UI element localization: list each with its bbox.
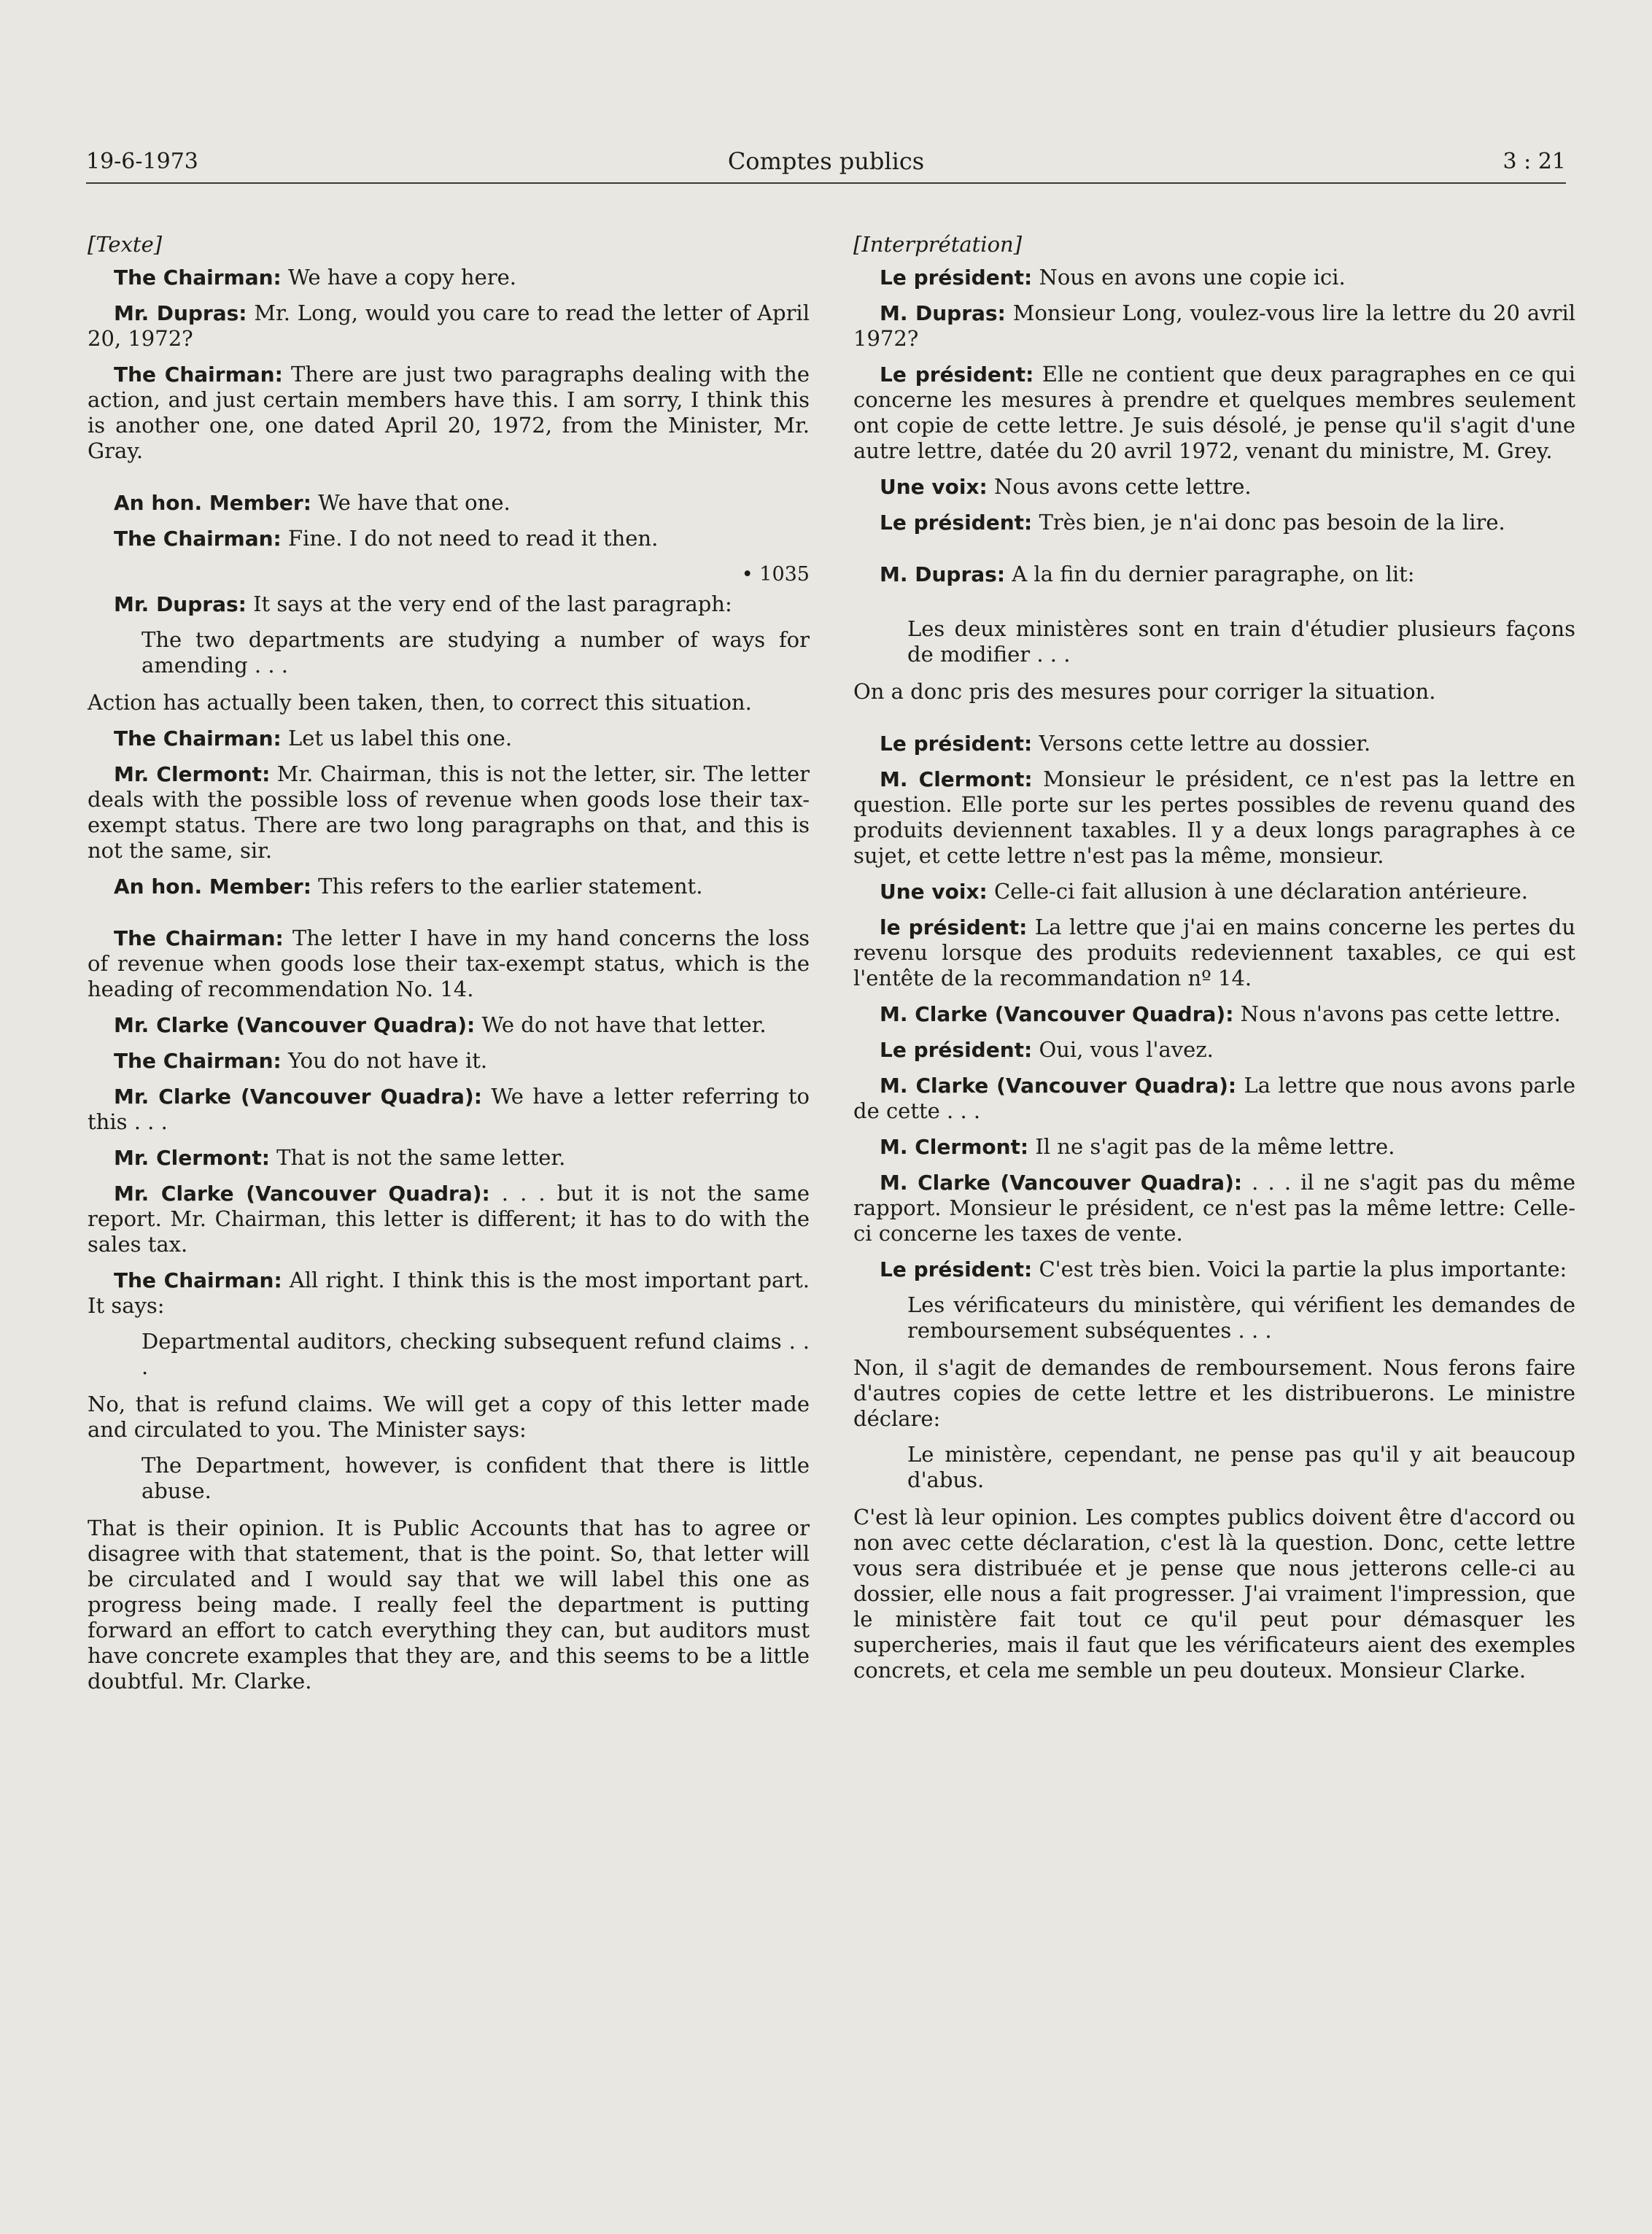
speech: This refers to the earlier statement. <box>311 874 703 899</box>
paragraph <box>853 1001 1575 1027</box>
speaker: M. Clarke (Vancouver Quadra): <box>880 1002 1234 1026</box>
speech: La lettre que nous avons parle de cette . . . <box>853 1073 1575 1123</box>
speech: Il ne s'agit pas de la même lettre. <box>1028 1134 1395 1159</box>
paragraph: Non, il s'agit de demandes de remboursement. Nous ferons faire d'autres copies de cette lettre et les distribuerons. Le ministre déclare: <box>853 1355 1575 1431</box>
speech: We have that one. <box>311 490 511 515</box>
speech: Mr. Chairman, this is not the letter, sir. The letter deals with the possible loss of revenue when goods lose their tax-exempt status. There are two long paragraphs on that, and this is not the same, sir. <box>88 761 810 863</box>
speaker: Mr. Clermont: <box>114 762 271 786</box>
speaker: Le président: <box>880 511 1033 535</box>
speaker: An hon. Member: <box>114 874 311 899</box>
speaker: The Chairman: <box>114 527 282 551</box>
speech: . . . il ne s'agit pas du même rapport. Monsieur le président, ce n'est pas la même lettre: Celle-ci concerne les taxes de vente. <box>853 1170 1576 1246</box>
quotation: Le ministère, cependant, ne pense pas qu'il y ait beaucoup d'abus. <box>907 1442 1575 1492</box>
paragraph <box>853 265 1575 290</box>
quotation: Departmental auditors, checking subsequent refund claims . . . <box>141 1329 810 1379</box>
speaker: Le président: <box>880 732 1033 756</box>
quotation: The two departments are studying a number of ways for amending . . . <box>141 627 810 678</box>
speech: Nous en avons une copie ici. <box>1032 265 1346 290</box>
paragraph <box>88 300 810 352</box>
speech: Versons cette lettre au dossier. <box>1032 731 1371 756</box>
speaker: The Chairman: <box>114 726 282 751</box>
paragraph: C'est là leur opinion. Les comptes publics doivent être d'accord ou non avec cette déclaration, c'est là la question. Donc, cette lettre vous sera distribuée et je pense que nous jetterons celle-ci au dossier, elle nous a fait progresser. J'ai vraiment l'impression, que le ministère fait tout ce qu'il peut pour démasquer les supercheries, mais il faut que les vérificateurs aient des exemples concrets, et cela me semble un peu douteux. Monsieur Clarke. <box>853 1505 1575 1683</box>
speaker: M. Clarke (Vancouver Quadra): <box>880 1171 1243 1195</box>
speech: Elle ne contient que deux paragraphes en ce qui concerne les mesures à prendre et quelques membres seulement ont copie de cette lettre. Je suis désolé, je pense qu'il s'agit d'une autre lettre, datée du 20 avril 1972, venant du ministre, M. Grey. <box>853 362 1575 463</box>
quotation: The Department, however, is confident that there is little abuse. <box>141 1453 810 1503</box>
speaker: M. Clermont: <box>880 1135 1029 1159</box>
speech: Oui, vous l'avez. <box>1032 1037 1214 1062</box>
speaker: M. Dupras: <box>880 562 1006 586</box>
paragraph <box>88 874 810 899</box>
paragraph <box>853 767 1575 869</box>
paragraph <box>853 562 1575 587</box>
speech: Nous avons cette lettre. <box>987 474 1252 499</box>
speech: There are just two paragraphs dealing with the action, and just certain members have this. I am sorry, I think this is another one, one dated April 20, 1972, from the Minister, Mr. Gray. <box>88 362 810 463</box>
speaker: The Chairman: <box>114 1268 282 1292</box>
paragraph <box>88 362 810 464</box>
paragraph <box>88 1181 810 1257</box>
speech: You do not have it. <box>281 1048 488 1073</box>
speech: A la fin du dernier paragraphe, on lit: <box>1005 562 1415 586</box>
paragraph <box>88 726 810 751</box>
page-header <box>86 146 1566 184</box>
speaker: le président: <box>880 915 1028 939</box>
speech: Monsieur le président, ce n'est pas la lettre en question. Elle porte sur les pertes possibles de revenu quand des produits deviennent taxables. Il y a deux longs paragraphes à ce sujet, et cette lettre n'est pas la même, monsieur. <box>853 767 1575 868</box>
paragraph <box>853 1170 1575 1246</box>
speaker: Mr. Clarke (Vancouver Quadra): <box>114 1013 476 1037</box>
paragraph <box>88 761 810 864</box>
paragraph <box>88 592 810 617</box>
speech: Très bien, je n'ai donc pas besoin de la lire. <box>1032 510 1505 535</box>
paragraph: Action has actually been taken, then, to correct this situation. <box>88 690 752 715</box>
speaker: Une voix: <box>880 880 988 904</box>
text-tag: [Texte] <box>88 232 163 257</box>
quotation: Les deux ministères sont en train d'étudier plusieurs façons de modifier . . . <box>907 616 1575 667</box>
speech: Nous n'avons pas cette lettre. <box>1233 1001 1561 1026</box>
speech: We do not have that letter. <box>475 1012 767 1037</box>
speaker: Mr. Clarke (Vancouver Quadra): <box>114 1182 490 1206</box>
speaker: M. Clarke (Vancouver Quadra): <box>880 1074 1237 1098</box>
speech: We have a copy here. <box>281 265 516 290</box>
paragraph <box>88 926 810 1002</box>
speech: C'est très bien. Voici la partie la plus importante: <box>1032 1257 1567 1281</box>
speaker: Le président: <box>880 265 1033 290</box>
paragraph <box>853 1073 1575 1124</box>
speaker: Le président: <box>880 1257 1033 1281</box>
speaker: Mr. Clermont: <box>114 1146 270 1170</box>
speech: . . . but it is not the same report. Mr. Chairman, this letter is different; it has to do with the sales tax. <box>88 1181 810 1257</box>
paragraph <box>853 879 1575 904</box>
paragraph <box>853 362 1575 464</box>
header-title: Comptes publics <box>727 147 925 175</box>
speech: Let us label this one. <box>281 726 513 751</box>
paragraph <box>853 1037 1575 1063</box>
interpretation-tag: [Interprétation] <box>853 232 1023 257</box>
speech: La lettre que j'ai en mains concerne les pertes du revenu lorsque des produits redeviennent taxables, ce qui est l'entête de la recommandation nº 14. <box>853 915 1575 990</box>
speaker: M. Clermont: <box>880 767 1033 791</box>
speech: Monsieur Long, voulez-vous lire la lettre du 20 avril 1972? <box>853 300 1575 351</box>
english-column <box>88 232 810 1704</box>
speech: The letter I have in my hand concerns the loss of revenue when goods lose their tax-exempt status, which is the heading of recommendation No. 14. <box>88 926 810 1001</box>
paragraph <box>88 1048 810 1074</box>
speaker: The Chairman: <box>114 926 284 950</box>
paragraph <box>853 1134 1575 1160</box>
speech: Mr. Long, would you care to read the letter of April 20, 1972? <box>88 300 810 351</box>
speech: Celle-ci fait allusion à une déclaration antérieure. <box>987 879 1528 904</box>
speaker: Une voix: <box>880 475 988 499</box>
speech: All right. I think this is the most important part. It says: <box>88 1268 810 1318</box>
speech: Fine. I do not need to read it then. <box>281 526 659 551</box>
paragraph <box>88 1268 810 1319</box>
speaker: Le président: <box>880 362 1034 387</box>
speaker: The Chairman: <box>114 362 283 387</box>
paragraph <box>853 474 1575 500</box>
speaker: Mr. Dupras: <box>114 301 247 325</box>
speaker: Le président: <box>880 1038 1033 1062</box>
paragraph <box>88 526 810 551</box>
speaker: The Chairman: <box>114 1049 282 1073</box>
paragraph: No, that is refund claims. We will get a copy of this letter made and circulated to you. The Minister says: <box>88 1392 810 1442</box>
french-column <box>853 232 1575 1694</box>
paragraph <box>88 1145 810 1171</box>
speaker: Mr. Dupras: <box>114 592 247 616</box>
speaker: M. Dupras: <box>880 301 1006 325</box>
header-date: 19-6-1973 <box>86 149 198 174</box>
paragraph <box>853 300 1575 352</box>
time-marker: • 1035 <box>741 563 810 586</box>
paragraph <box>853 731 1575 756</box>
speaker: An hon. Member: <box>114 491 311 515</box>
paragraph <box>853 915 1575 991</box>
quotation: Les vérificateurs du ministère, qui vérifient les demandes de remboursement subséquentes . . . <box>907 1292 1575 1343</box>
speech: That is not the same letter. <box>269 1145 566 1170</box>
header-page-number: 3 : 21 <box>1502 149 1566 174</box>
paragraph: On a donc pris des mesures pour corriger la situation. <box>853 679 1436 704</box>
paragraph <box>88 490 810 516</box>
speech: We have a letter referring to this . . . <box>88 1084 810 1134</box>
paragraph <box>853 510 1575 535</box>
speaker: Mr. Clarke (Vancouver Quadra): <box>114 1085 482 1109</box>
speech: It says at the very end of the last paragraph: <box>246 592 732 616</box>
paragraph <box>88 1084 810 1135</box>
paragraph <box>853 1257 1575 1282</box>
paragraph <box>88 265 810 290</box>
paragraph: That is their opinion. It is Public Accounts that has to agree or disagree with that statement, that is the point. So, that letter will be circulated and I would say that we will label this one as progress being made. I really feel the department is putting forward an effort to catch everything they can, but auditors must have concrete examples that they are, and this seems to be a little doubtful. Mr. Clarke. <box>88 1516 810 1694</box>
speaker: The Chairman: <box>114 265 282 290</box>
paragraph <box>88 1012 810 1038</box>
